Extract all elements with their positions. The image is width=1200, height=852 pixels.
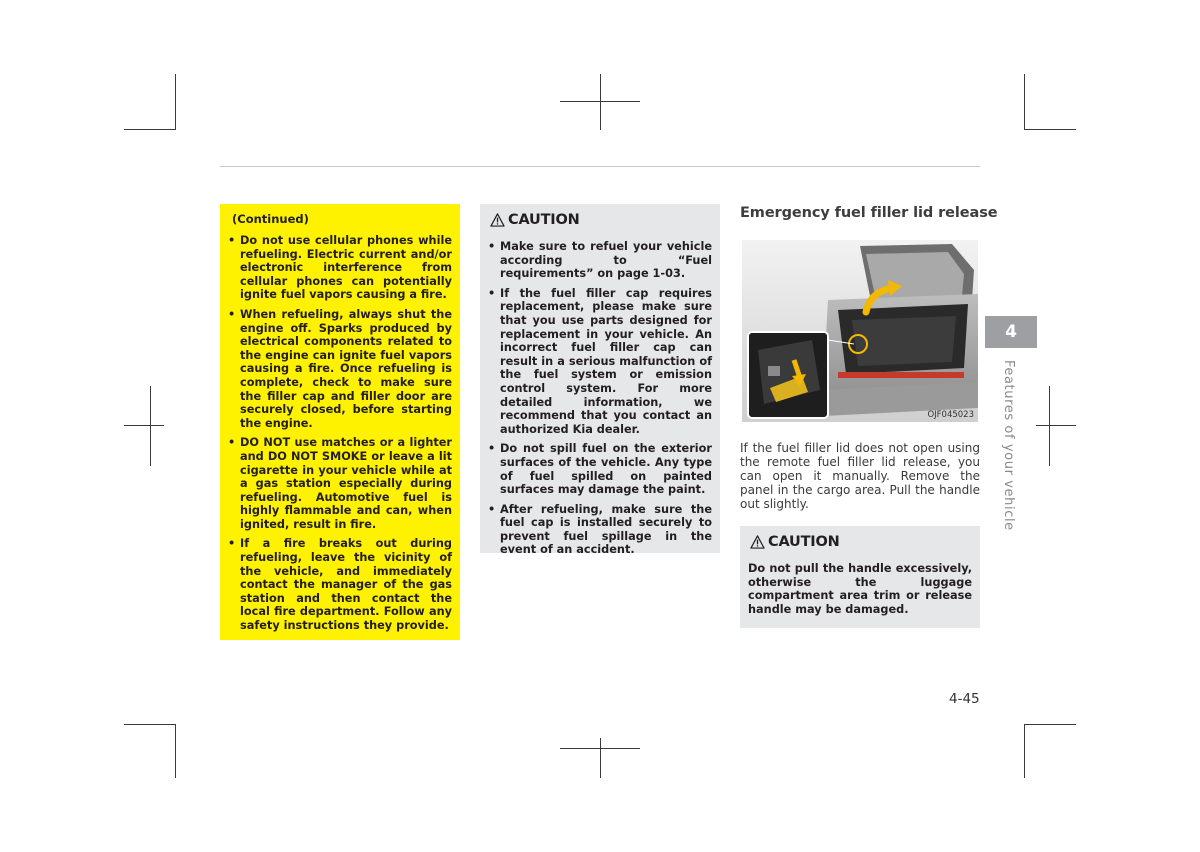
- chapter-title: [1002, 360, 1016, 530]
- photo-code: OJF045023: [927, 410, 974, 420]
- caution-text: Do not pull the handle excessively, otherwise the luggage compartment area trim or release handle may be damaged.: [748, 562, 972, 616]
- list-item: • Make sure to refuel your vehicle according to “Fuel requirements” on page 1-03.: [488, 240, 712, 281]
- list-item: • If a fire breaks out during refueling, leave the vicinity of the vehicle, and immediately contact the manager of the gas station and then contact the local fire department. Follow any safety instructions they provide.: [228, 537, 452, 632]
- warning-triangle-icon: [750, 535, 765, 549]
- trunk-illustration: [742, 240, 978, 422]
- list-item: • Do not use cellular phones while refueling. Electric current and/or electronic interference from cellular phones can potentially ignite fuel vapors causing a fire.: [228, 234, 452, 302]
- caution-label: CAUTION: [508, 212, 580, 228]
- caution-label: CAUTION: [768, 534, 840, 550]
- continued-label: (Continued): [232, 212, 309, 226]
- chapter-title-text: Features of your vehicle: [1001, 360, 1016, 531]
- list-item: • Do not spill fuel on the exterior surfaces of the vehicle. Any type of fuel spilled on painted surfaces may damage the paint.: [488, 442, 712, 496]
- list-item: • DO NOT use matches or a lighter and DO NOT SMOKE or leave a lit cigarette in your vehicle while at a gas station especially during refueling. Automotive fuel is highly flammable and can, when ignited, result in fire.: [228, 436, 452, 531]
- caution-box: [480, 204, 720, 557]
- body-text: If the fuel filler lid does not open using the remote fuel filler lid release, you can open it manually. Remove the panel in the cargo area. Pull the handle out slightly.: [740, 441, 980, 511]
- trunk-photo: [742, 240, 978, 422]
- header-rule: [220, 166, 980, 167]
- warning-box: [220, 204, 460, 640]
- list-item: • If the fuel filler cap requires replacement, please make sure that you use parts designed for replacement in your vehicle. An incorrect fuel filler cap can result in a serious malfunction of the fuel system or emission control system. For more detailed information, we recommend that you contact an authorized Kia dealer.: [488, 287, 712, 437]
- chapter-number-tab: 4: [985, 316, 1037, 348]
- caution-list: [488, 240, 712, 557]
- section-title: Emergency fuel filler lid release: [740, 205, 998, 221]
- list-item: • When refueling, always shut the engine off. Sparks produced by electrical components related to the engine can ignite fuel vapors causing a fire. Once refueling is complete, check to make sure the filler cap and filler door are securely closed, before starting the engine.: [228, 308, 452, 430]
- list-item: • After refueling, make sure the fuel cap is installed securely to prevent fuel spillage in the event of an accident.: [488, 503, 712, 557]
- caution-heading: [490, 212, 712, 228]
- warning-triangle-icon: [490, 213, 505, 227]
- caution-heading-2: [750, 534, 972, 550]
- caution-box-2: [740, 526, 980, 628]
- page-number: 4-45: [949, 691, 980, 707]
- warning-list: [228, 234, 452, 633]
